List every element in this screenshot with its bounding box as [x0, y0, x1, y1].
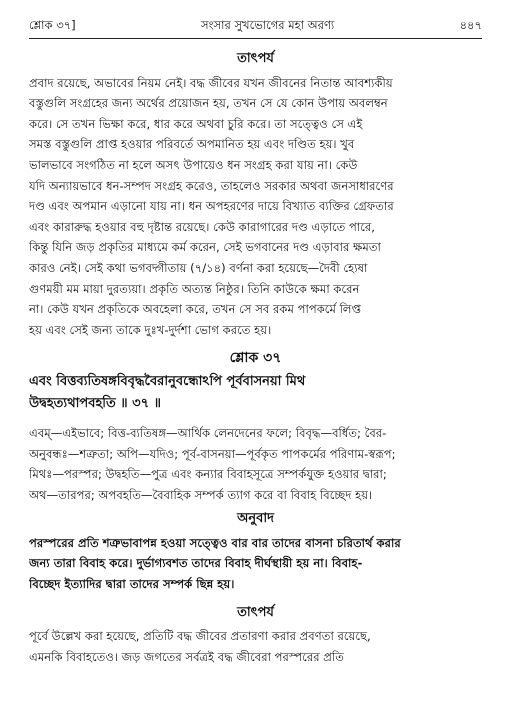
section-gap: [29, 595, 482, 601]
synonym-line: মিথঃ—পরস্পর; উদ্বহতি—পুত্র এবং কন্যার বিবাহসূত্রে সম্পর্কযুক্ত হওয়ার দ্বারা;: [29, 467, 387, 482]
purport-line: যদি অন্যায়ভাবে ধন-সম্পদ সংগ্রহ করেও, তাহলেও সরকার অথবা জনসাধারণের: [29, 178, 394, 193]
purport-line: করে। সে তখন ভিক্ষা করে, ধার করে অথবা চুরি করে। তা সত্ত্বেও সে এই: [29, 116, 363, 131]
chapter-title: সংসার সুখভোগের মহা অরণ্য: [200, 18, 335, 33]
purport-line: কিন্তু যিনি জড় প্রকৃতির মাধ্যমে কর্ম করেন, সেই ভগবানের দণ্ড এড়াবার ক্ষমতা: [29, 240, 381, 255]
page-number: ৪৪৭: [459, 18, 482, 33]
translation-paragraph: [29, 533, 482, 595]
translation-line: বিচ্ছেদ ইত্যাদির দ্বারা তাদের সম্পর্ক ছিন্ন হয়।: [29, 577, 235, 592]
purport-heading-2: তাৎপর্য: [237, 604, 274, 620]
translation-line: পরস্পরের প্রতি শত্রুভাবাপন্ন হওয়া সত্ত্বেও বার বার তাদের বাসনা চরিতার্থ করার: [29, 535, 401, 550]
purport-line: কারও নেই। সেই কথা ভগবদ্গীতায় (৭/১৪) বর্ণনা করা হয়েছে—দৈবী হ্যেষা: [29, 260, 368, 275]
word-meanings: [29, 423, 482, 505]
header-rule: [29, 38, 482, 39]
verse-heading: শ্লোক ৩৭: [229, 350, 282, 367]
purport-line: সমস্ত বস্তুগুলি প্রাপ্ত হওয়ার পরিবর্তে অপমানিত হয় এবং দণ্ডিত হয়। খুব: [29, 137, 355, 152]
purport-line: গুণময়ী মম মায়া দুরত্যয়া। প্রকৃতি অত্যন্ত নিষ্ঠুর। তিনি কাউকে ক্ষমা করেন: [29, 281, 360, 296]
purport-line: প্রবাদ রয়েছে, অভাবের নিয়ম নেই। বদ্ধ জীবের যখন জীবনের নিতান্ত আবশ্যকীয়: [29, 75, 393, 90]
running-header: [29, 0, 482, 38]
synonym-line: এবম্—এইভাবে; বিত্ত-ব্যতিষঙ্গ—আর্থিক লেনদেনের ফলে; বিবৃদ্ধ—বর্ধিত; বৈর-: [29, 425, 387, 440]
purport-line: এমনকি বিবাহতেও। জড় জগতের সর্বত্রই বদ্ধ জীবেরা পরস্পরের প্রতি: [29, 649, 344, 664]
synonym-line: অথ—তারপর; অপবহতি—বৈবাহিক সম্পর্ক ত্যাগ করে বা বিবাহ বিচ্ছেদ হয়।: [29, 487, 373, 502]
translation-heading: অনুবাদ: [237, 511, 274, 527]
purport-line: এবং কারারুদ্ধ হওয়ার বহু দৃষ্টান্ত রয়েছে। কেউ কারাগারের দণ্ড এড়াতে পারে,: [29, 219, 375, 234]
purport-line: বস্তুগুলি সংগ্রহের জন্য অর্থের প্রয়োজন হয়, তখন সে যে কোন উপায় অবলম্বন: [29, 96, 388, 111]
synonym-line: অনুবন্ধঃ—শত্রুতা; অপি—যদিও; পূর্ব-বাসনয়া—পূর্বকৃত পাপকর্মের পরিণাম-স্বরূপ;: [29, 446, 396, 461]
purport-line: পূর্বে উল্লেখ করা হয়েছে, প্রতিটি বদ্ধ জীবের প্রতারণা করার প্রবণতা রয়েছে,: [29, 629, 371, 644]
verse-line: উদ্বহত্যথাপবহতি ॥ ৩৭ ॥: [29, 395, 161, 411]
purport-heading: তাৎপর্য: [237, 51, 274, 66]
purport-line: দণ্ড এবং অপমান এড়ানো যায় না। ধন অপহরণের দায়ে বিখ্যাত ব্যক্তির গ্রেফতার: [29, 199, 394, 214]
translation-line: জন্য তারা বিবাহ করে। দুর্ভাগ্যবশত তাদের বিবাহ দীর্ঘস্থায়ী হয় না। বিবাহ-: [29, 556, 363, 571]
verse-reference: শ্লোক ৩৭]: [29, 18, 76, 33]
verse-line: এবং বিত্তব্যতিষঙ্গবিবৃদ্ধবৈরানুবন্ধোঽপি পূর্ববাসনয়া মিথ: [29, 373, 306, 389]
sanskrit-verse: [29, 371, 482, 415]
purport-line: হয় এবং সেই জন্য তাকে দুঃখ-দুর্দশা ভোগ করতে হয়।: [29, 322, 272, 337]
purport-line: না। কেউ যখন প্রকৃতিকে অবহেলা করে, তখন সে সব রকম পাপকর্মে লিপ্ত: [29, 302, 362, 317]
purport-paragraph: [29, 73, 482, 341]
purport-line: ভালভাবে সংগঠিত না হলে অসৎ উপায়েও ধন সংগ্রহ করা যায় না। কেউ: [29, 157, 358, 172]
purport-paragraph-2: [29, 626, 482, 667]
